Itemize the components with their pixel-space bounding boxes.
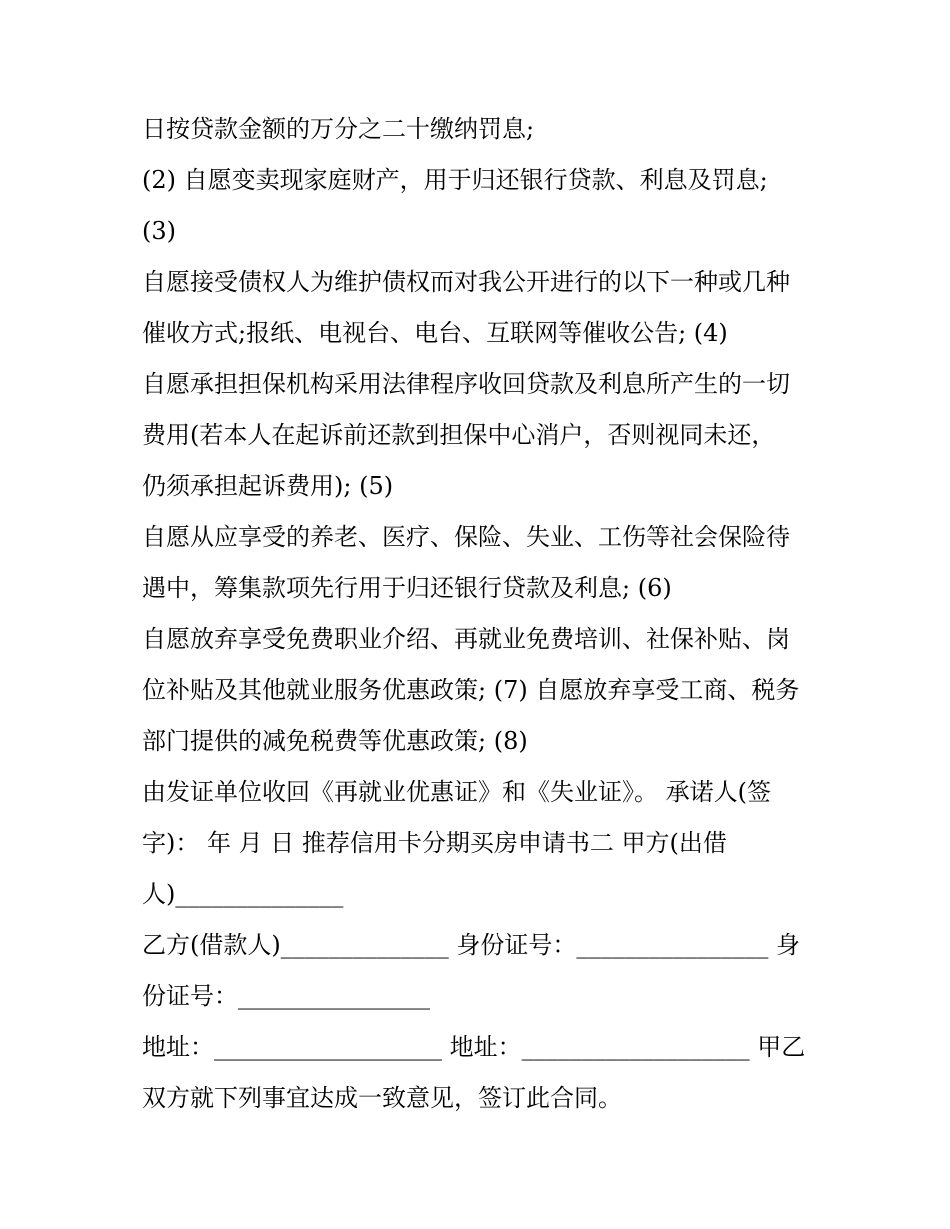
text-line: 日按贷款金额的万分之二十缴纳罚息; (142, 115, 535, 143)
text-line: 自愿接受债权人为维护债权而对我公开进行的以下一种或几种 (142, 268, 790, 296)
text-line: 费用(若本人在起诉前还款到担保中心消户，否则视同未还， (142, 421, 776, 449)
text-line: 由发证单位收回《再就业优惠证》和《失业证》。 承诺人(签 (142, 778, 771, 806)
text-line: 乙方(借款人)______________ 身份证号：________________ 身 (142, 931, 800, 959)
text-line: (2) 自愿变卖现家庭财产，用于归还银行贷款、利息及罚息; (142, 166, 768, 194)
text-line: (3) (142, 217, 176, 245)
text-line: 地址：___________________ 地址：___________________ 甲乙 (142, 1033, 806, 1061)
text-line: 位补贴及其他就业服务优惠政策; (7) 自愿放弃享受工商、税务 (142, 676, 800, 704)
text-line: 双方就下列事宜达成一致意见，签订此合同。 (142, 1084, 622, 1112)
text-line: 字)： 年 月 日 推荐信用卡分期买房申请书二 甲方(出借 (142, 829, 727, 857)
text-line: 自愿放弃享受免费职业介绍、再就业免费培训、社保补贴、岗 (142, 625, 790, 653)
document-body (142, 104, 822, 1124)
text-line: 催收方式;报纸、电视台、电台、互联网等催收公告; (4) (142, 319, 728, 347)
text-line: 人)______________ (142, 880, 344, 908)
text-line: 份证号：________________ (142, 982, 430, 1010)
text-line: 自愿从应享受的养老、医疗、保险、失业、工伤等社会保险待 (142, 523, 790, 551)
text-line: 遇中，筹集款项先行用于归还银行贷款及利息; (6) (142, 574, 672, 602)
text-line: 仍须承担起诉费用); (5) (142, 472, 394, 500)
text-line: 自愿承担担保机构采用法律程序收回贷款及利息所产生的一切 (142, 370, 790, 398)
text-line: 部门提供的减免税费等优惠政策; (8) (142, 727, 528, 755)
